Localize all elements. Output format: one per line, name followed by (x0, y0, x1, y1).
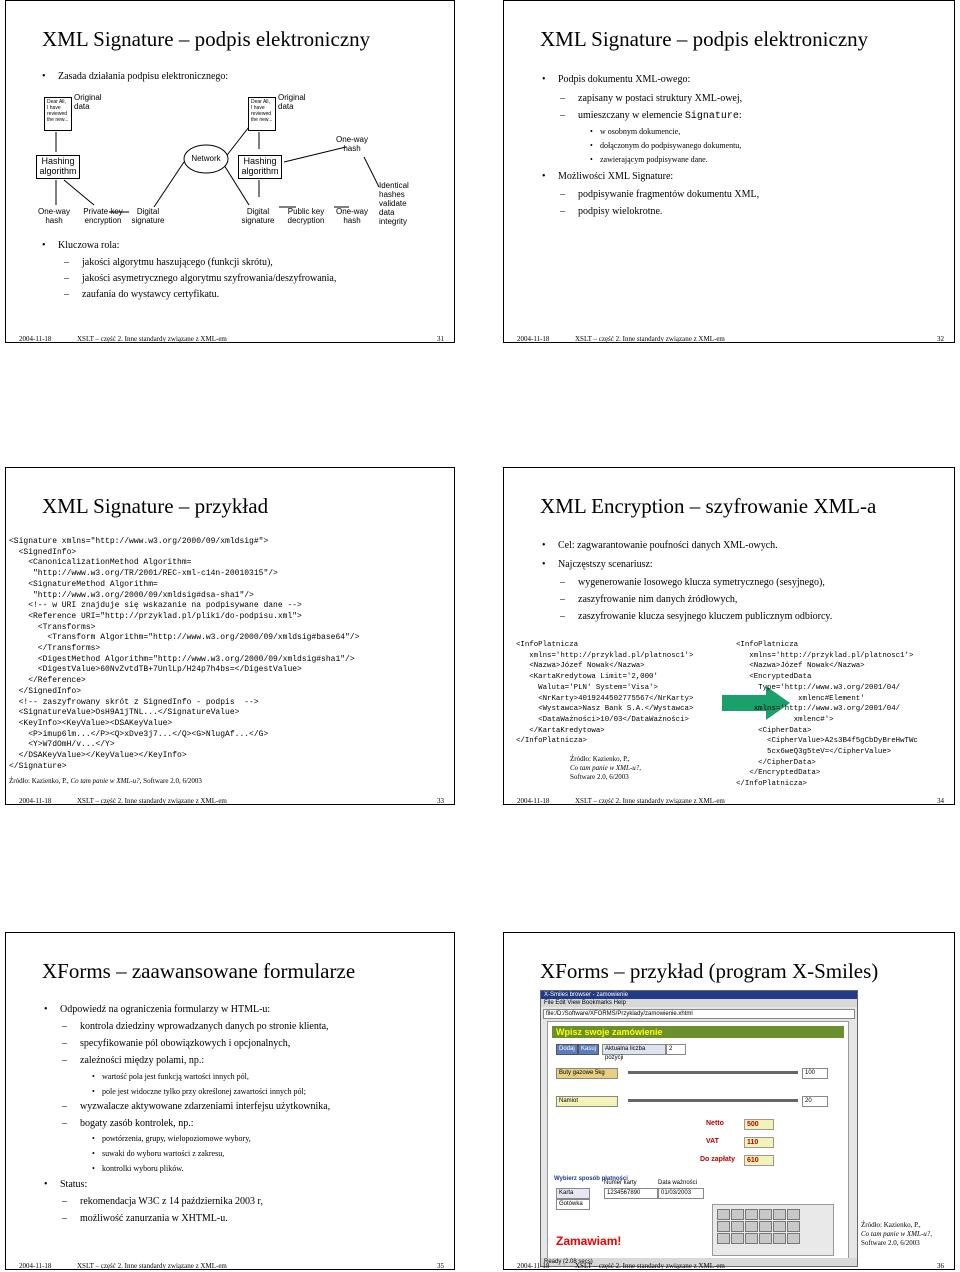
bullet: • Możliwości XML Signature: (558, 171, 673, 182)
source-pub: Software 2.0, 6/2003 (861, 1239, 920, 1247)
dash-item (578, 110, 742, 122)
slide-33 (5, 467, 455, 805)
source-title: Co tam panie w XML-u?, (861, 1230, 932, 1238)
source-title: Co tam panie w XML-u? (70, 777, 140, 785)
slide-number: 31 (437, 335, 444, 343)
one-way-hash-label: One-way hash (37, 207, 70, 225)
slide-35 (5, 932, 455, 1270)
vat-label: VAT (706, 1138, 719, 1145)
one-way-hash-label: One-way hash (335, 207, 368, 225)
sub-item: • w osobnym dokumencie, (600, 127, 680, 136)
item-name-field[interactable]: Namiot (556, 1096, 618, 1107)
date-picker[interactable] (712, 1204, 834, 1256)
bullet: • Kluczowa rola: (58, 240, 119, 251)
footer-course: XSLT – część 2. Inne standardy związane z XML-em (77, 797, 227, 805)
dash-item: – specyfikowanie pól obowiązkowych i opcjonalnych, (80, 1038, 290, 1049)
quantity-slider[interactable] (628, 1071, 798, 1074)
dash-item: – podpisy wielokrotne. (578, 206, 662, 217)
dash-item: – możliwość zanurzania w XHTML-u. (80, 1213, 228, 1224)
sub-item: • kontrolki wyboru plików. (102, 1164, 183, 1173)
picker-cell[interactable] (731, 1209, 744, 1220)
xsmiles-screenshot (540, 990, 858, 1267)
sub-item: • pole jest widoczne tylko przy określonej zawartości innych pól; (102, 1087, 306, 1096)
plain-xml-code: <InfoPlatnicza xmlns='http://przyklad.pl/platnosc1'> <Nazwa>Józef Nowak</Nazwa> <KartaKredytowa Limit='2,000' Waluta='PLN' System='Visa'> <NrKarty>4019244502775567</NrKarty> <Wystawca>Nasz Bank S.A.</Wystawca> <DataWażności>10/03</DataWażności> </KartaKredytowa> </InfoPlatnicza> (516, 641, 694, 746)
source-title: Co tam panie w XML-u?, (570, 764, 641, 772)
valid-date-label: Data ważności (658, 1180, 698, 1186)
payment-option-cash[interactable]: Gotówka (556, 1199, 590, 1210)
card-number-label: Numer karty (604, 1180, 637, 1186)
original-data-label: Original data (278, 93, 306, 111)
footer-date: 2004-11-18 (19, 1262, 52, 1270)
picker-cell[interactable] (745, 1233, 758, 1244)
quantity-field[interactable]: 20 (802, 1096, 828, 1107)
public-key-label: Public key decryption (287, 207, 325, 225)
picker-cell[interactable] (759, 1209, 772, 1220)
dash-item: – jakości algorytmu haszującego (funkcji skrótu), (82, 257, 273, 268)
slide-title: XML Signature – podpis elektroniczny (540, 27, 869, 51)
slide-31 (5, 0, 455, 343)
footer-course: XSLT – część 2. Inne standardy związane z XML-em (575, 1262, 725, 1270)
footer-date: 2004-11-18 (517, 797, 550, 805)
picker-cell[interactable] (759, 1233, 772, 1244)
picker-cell[interactable] (717, 1209, 730, 1220)
quantity-field[interactable]: 100 (802, 1068, 828, 1079)
vat-value: 110 (744, 1137, 774, 1148)
total-label: Do zapłaty (700, 1156, 736, 1163)
hashing-algorithm-box: Hashing algorithm (36, 155, 80, 179)
slide-title: XML Encryption – szyfrowanie XML-a (540, 494, 877, 518)
footer-date: 2004-11-18 (517, 335, 550, 343)
bullet: • Status: (60, 1179, 87, 1190)
digital-signature-label: Digital signature (131, 207, 165, 225)
source-author: Źródło: Kazienko, P., (861, 1221, 921, 1229)
source-note (570, 755, 641, 782)
slide-number: 33 (437, 797, 444, 805)
slide-34 (503, 467, 955, 805)
dash-item: – zaszyfrowanie klucza sesyjnego kluczem publicznym odbiorcy. (578, 611, 832, 622)
slide-title: XForms – zaawansowane formularze (42, 959, 356, 983)
payment-option-card[interactable]: Karta (556, 1188, 590, 1199)
slide-title: XML Signature – przykład (42, 494, 269, 518)
network-label: Network (191, 154, 221, 163)
dash-item: – jakości asymetrycznego algorytmu szyfrowania/deszyfrowania, (82, 273, 336, 284)
picker-cell[interactable] (773, 1209, 786, 1220)
footer-course: XSLT – część 2. Inne standardy związane z XML-em (575, 335, 725, 343)
window-title-bar: X-Smiles browser - zamowienie (541, 991, 857, 999)
footer-course: XSLT – część 2. Inne standardy związane z XML-em (575, 797, 725, 805)
source-author: Źródło: Kazienko, P., (570, 755, 630, 763)
dash-item: – wyzwalacze aktywowane zdarzeniami interfejsu użytkownika, (80, 1101, 330, 1112)
dash-item: – zapisany w postaci struktury XML-owej, (578, 93, 742, 104)
picker-cell[interactable] (787, 1209, 800, 1220)
source-note (9, 777, 202, 786)
picker-cell[interactable] (787, 1233, 800, 1244)
clear-button[interactable]: Kasuj (578, 1044, 599, 1055)
dash-item: – wygenerowanie losowego klucza symetrycznego (sesyjnego), (578, 577, 825, 588)
bullet: • Zasada działania podpisu elektronicznego: (58, 71, 228, 82)
slide-number: 34 (937, 797, 944, 805)
private-key-label: Private key encryption (83, 207, 123, 225)
footer-course: XSLT – część 2. Inne standardy związane z XML-em (77, 335, 227, 343)
item-name-field[interactable]: Buty gazowe 5kg (556, 1068, 618, 1079)
encrypted-xml-code: <InfoPlatnicza xmlns='http://przyklad.pl/platnosc1'> <Nazwa>Józef Nowak</Nazwa> <EncryptedData Type='http://www.w3.org/2001/04/ xmlenc#Element' xmlns='http://www.w3.org/2001/04/ xmlenc#'> <CipherData> <CipherValue>A2s3B4f5gCbDyBreHwTWc 5cx6weQ3g5teV=</CipherValue> </CipherData> </EncryptedData> </InfoPlatnicza> (736, 641, 918, 789)
element-name: Signature (684, 111, 739, 122)
url-field[interactable]: file:/D:/Software/XFORMS/Przyklady/zamowienie.xhtml (543, 1009, 855, 1019)
slide-number: 32 (937, 335, 944, 343)
payment-label: Wybierz sposób płatności (554, 1176, 628, 1182)
order-button[interactable]: Zamawiam! (556, 1234, 622, 1248)
footer-date: 2004-11-18 (19, 335, 52, 343)
slide-number: 35 (437, 1262, 444, 1270)
footer-date: 2004-11-18 (517, 1262, 550, 1270)
dash-text: : (738, 110, 742, 121)
one-way-hash-label: One-way hash (335, 135, 368, 153)
slide-36 (503, 932, 955, 1270)
source-pub: Software 2.0, 6/2003 (570, 773, 629, 781)
sub-item: • zawierającym podpisywane dane. (600, 155, 708, 164)
bullet: • Odpowiedź na ograniczenia formularzy w HTML-u: (60, 1004, 270, 1015)
slide-number: 36 (937, 1262, 944, 1270)
dash-item: – bogaty zasób kontrolek, np.: (80, 1118, 194, 1129)
source-author: Źródło: Kazienko, P., (9, 777, 71, 785)
add-button[interactable]: Dodaj (556, 1044, 578, 1055)
dash-item: – zaszyfrowanie nim danych źródłowych, (578, 594, 737, 605)
picker-cell[interactable] (731, 1221, 744, 1232)
form-heading: Wpisz swoje zamówienie (552, 1026, 844, 1038)
digital-signature-label: Digital signature (241, 207, 275, 225)
quantity-slider[interactable] (628, 1099, 798, 1102)
footer-date: 2004-11-18 (19, 797, 52, 805)
footer-course: XSLT – część 2. Inne standardy związane z XML-em (77, 1262, 227, 1270)
dash-item: – podpisywanie fragmentów dokumentu XML, (578, 189, 759, 200)
signature-diagram (34, 87, 424, 237)
form-pane (547, 1021, 849, 1259)
document-icon: Dear All, I have reviewed the new... (248, 97, 276, 131)
source-note (861, 1221, 932, 1248)
netto-value: 500 (744, 1119, 774, 1130)
total-value: 610 (744, 1155, 774, 1166)
slide-title: XForms – przykład (program X-Smiles) (540, 959, 879, 983)
picker-cell[interactable] (773, 1221, 786, 1232)
picker-cell[interactable] (731, 1233, 744, 1244)
document-icon: Dear All, I have reviewed the new... (44, 97, 72, 131)
picker-cell[interactable] (773, 1233, 786, 1244)
sub-item: • powtórzenia, grupy, wielopoziomowe wybory, (102, 1134, 251, 1143)
dash-item: – zaufania do wystawcy certyfikatu. (82, 289, 219, 300)
picker-cell[interactable] (745, 1209, 758, 1220)
bullet: • Najczęstszy scenariusz: (558, 559, 653, 570)
slide-32 (503, 0, 955, 343)
picker-cell[interactable] (745, 1221, 758, 1232)
item-count: 2 (666, 1044, 686, 1055)
bullet: • Podpis dokumentu XML-owego: (558, 74, 690, 85)
dash-item: – kontrola dziedziny wprowadzanych danych po stronie klienta, (80, 1021, 329, 1032)
signature-code: <Signature xmlns="http://www.w3.org/2000/09/xmldsig#"> <SignedInfo> <CanonicalizationMethod Algorithm= "http://www.w3.org/TR/2001/REC-xml-c14n-20010315"/> <SignatureMethod Algorithm= "http://www.w3.org/2000/09/xmldsig#dsa-sha1"/> <!-- w URI znajduje się wskazanie na podpisywane dane --> <Reference URI="http://przyklad.pl/pliki/do-podpisu.xml"> <Transforms> <Transform Algorithm="http://www.w3.org/2000/09/xmldsig#base64"/> </Transforms> <DigestMethod Algorithm="http://www.w3.org/2000/09/xmldsig#sha1"/> <DigestValue>60NvZvtdTB+7UnlLp/H24p7h4bs=</DigestValue> </Reference> </SignedInfo> <!-- zaszyfrowany skrót z SignedInfo - podpis --> <SignatureValue>OsH9A1jTNL...</SignatureValue> <KeyInfo><KeyValue><DSAKeyValue> <P>imup6lm...</P><Q>xDve3j7...</Q><G>NlugAf...</G> <Y>W7dOmH/v...</Y> </DSAKeyValue></KeyValue></KeyInfo> </Signature> (9, 537, 360, 771)
item-count-label: Aktualna liczba pozycji (602, 1044, 666, 1055)
sub-item: • wartość pola jest funkcją wartości innych pól, (102, 1072, 249, 1081)
picker-cell[interactable] (717, 1221, 730, 1232)
dash-item: – zależności między polami, np.: (80, 1055, 204, 1066)
card-number-field[interactable]: 1234567890 (604, 1188, 658, 1199)
valid-date-field[interactable]: 01/03/2003 (658, 1188, 704, 1199)
picker-cell[interactable] (717, 1233, 730, 1244)
original-data-label: Original data (74, 93, 102, 111)
menu-bar[interactable]: File Edit View Bookmarks Help (541, 999, 857, 1007)
identical-hashes-label: Identical hashes validate data integrity (379, 181, 409, 226)
source-pub: , Software 2.0, 6/2003 (139, 777, 202, 785)
dash-item: – rekomendacja W3C z 14 października 2003 r, (80, 1196, 263, 1207)
netto-label: Netto (706, 1120, 724, 1127)
bullet: • Cel: zagwarantowanie poufności danych XML-owych. (558, 540, 778, 551)
picker-cell[interactable] (759, 1221, 772, 1232)
sub-item: • suwaki do wyboru wartości z zakresu, (102, 1149, 224, 1158)
status-bar: Ready (2.08 secs) (541, 1258, 857, 1266)
picker-cell[interactable] (787, 1221, 800, 1232)
dash-text: umieszczany w elemencie (578, 110, 685, 121)
hashing-algorithm-box: Hashing algorithm (238, 155, 282, 179)
sub-item: • dołączonym do podpisywanego dokumentu, (600, 141, 741, 150)
slide-title: XML Signature – podpis elektroniczny (42, 27, 371, 51)
